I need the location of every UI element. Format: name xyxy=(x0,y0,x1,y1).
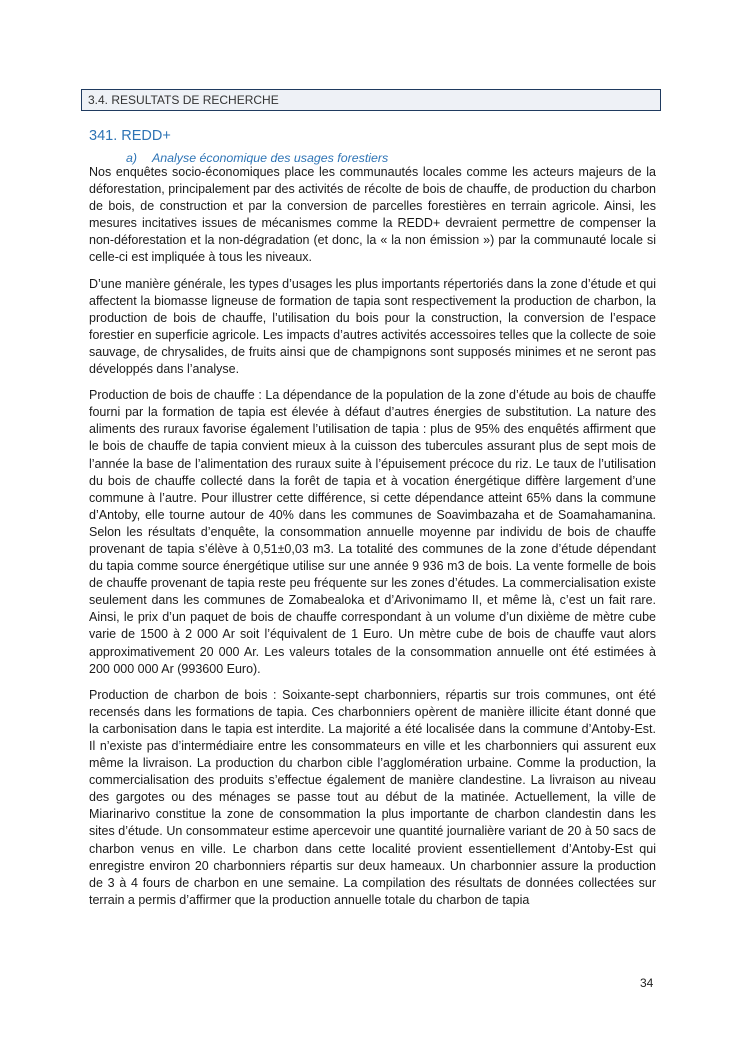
subheading-text: Analyse économique des usages forestiers xyxy=(152,151,389,165)
paragraph-intro: Nos enquêtes socio-économiques place les communautés locales comme les acteurs majeurs de la déforestation, principalement par des activités de récolte de bois de chauffe, de production du charbon de bois, de construction et par la conversion de parcelles forestières en terrain agricole. Ainsi, les mesures incitatives issues de mécanismes comme la REDD+ devraient permettre de compenser la non-déforestation et la non-dégradation (et donc, la « la non émission ») par la communauté locale si celle-ci est impliquée à tous les niveaux. xyxy=(89,165,656,265)
subheading-letter: a) xyxy=(126,151,138,165)
paragraph-bois-de-chauffe: Production de bois de chauffe : La dépendance de la population de la zone d’étude au bois de chauffe fourni par la formation de tapia est élevée à défaut d’autres énergies de substitution. La nature des aliments des ruraux favorise également l’utilisation de tapia : plus de 95% des enquêtés affirment que le bois de chauffe de tapia convient mieux à la cuisson des tubercules assurant plus de sept mois de l’année la base de l’alimentation des ruraux suite à l’épuisement précoce du riz. Le taux de l’utilisation du bois de chauffe collecté dans la forêt de tapia et à vocation énergétique diffère largement d’une commune à l’autre. Pour illustrer cette différence, si cette dépendance atteint 65% dans la commune d’Antoby, elle tourne autour de 40% dans les communes de Soavimbazaha et de Soamahamanina. Selon les résultats d’enquête, la consommation annuelle moyenne par individu de bois de chauffe provenant de tapia s’élève à 0,51±0,03 m3. La totalité des communes de la zone d’étude dépendant du tapia comme source énergétique utilise sur une année 9 936 m3 de bois. La vente formelle de bois de chauffe provenant de tapia reste peu fréquente sur les zones d’études. La commercialisation existe seulement dans les communes de Zomabealoka et d’Arivonimamo II, et même là, c’est un fait rare. Ainsi, le prix d’un paquet de bois de chauffe correspondant à un volume d’un dixième de mètre cube varie de 1500 à 2 000 Ar soit l’équivalent de 1 Euro. Un mètre cube de bois de chauffe vaut alors approximativement 20 000 Ar. Les valeurs totales de la consommation annuelle ont été estimées à 200 000 000 Ar (993600 Euro). xyxy=(89,388,656,676)
section-title: ESULTATS DE RECHERCHE xyxy=(120,93,279,107)
paragraph-usages: D’une manière générale, les types d’usages les plus importants répertoriés dans la zone d’étude et qui affectent la biomasse ligneuse de formation de tapia sont respectivement la production de charbon, la production de bois de chauffe, l’utilisation du bois pour la construction, la conversion de l’espace forestier en superficie agricole. Les impacts d’autres activités accessoires telles que la collecte de soie sauvage, de chrysalides, de fruits ainsi que de champignons sont supposés minimes et ne seront pas développés dans l’analyse. xyxy=(89,276,656,377)
body-text xyxy=(89,164,656,918)
paragraph-charbon-de-bois: Production de charbon de bois : Soixante-sept charbonniers, répartis sur trois communes, ont été recensés dans les formations de tapia. Ces charbonniers opèrent de manière illicite étant donné que la carbonisation dans le tapia est interdite. La majorité a été localisée dans la commune d’Antoby-Est. Il n’existe pas d’intermédiaire entre les consommateurs en ville et les charbonniers qui assurent eux même la livraison. La production du charbon cible l’agglomération urbaine. Comme la production, la commercialisation des produits s’effectue également de manière clandestine. La livraison au niveau des gargotes ou des ménages se passe tout au début de la matinée. Actuellement, la ville de Miarinarivo constitue la zone de consommation la plus importante de charbon clandestin dans les sites d’étude. Un consommateur estime apercevoir une quantité journalière variant de 20 à 50 sacs de charbon venus en ville. Le charbon dans cette localité provient essentiellement d’Antoby-Est qui enregistre environ 20 charbonniers répartis sur deux hameaux. Un charbonnier assure la production de 3 à 4 fours de charbon en une semaine. La compilation des résultats de données collectées sur terrain a permis d’affirmer que la production annuelle totale du charbon de tapia xyxy=(89,687,656,907)
section-number: 3.4. R xyxy=(88,93,121,107)
section-header-box xyxy=(81,89,661,111)
heading-341-redd: 341. REDD+ xyxy=(89,128,171,144)
page-number: 34 xyxy=(640,976,654,990)
